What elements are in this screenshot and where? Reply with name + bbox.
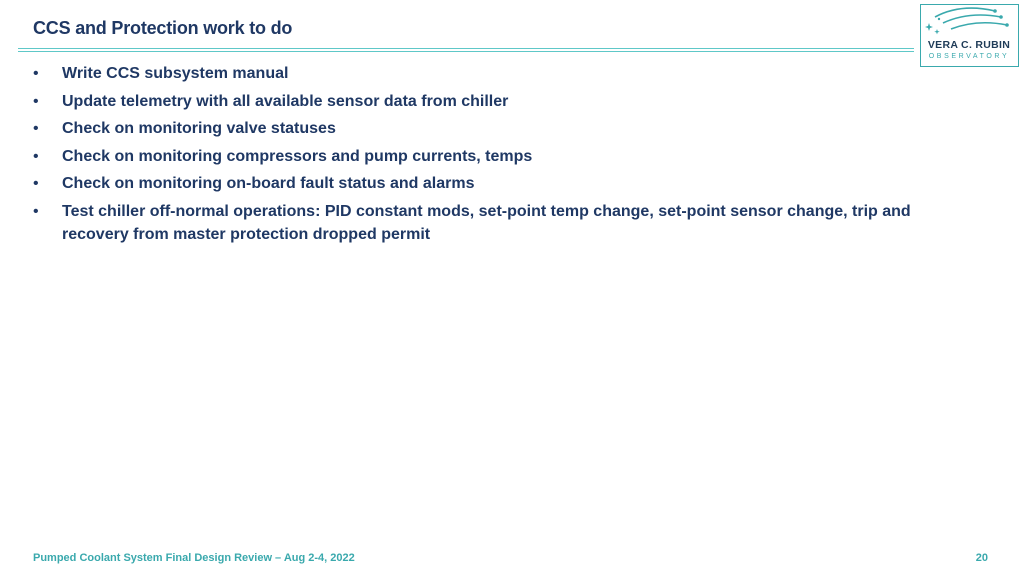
list-item-text: Write CCS subsystem manual [62,65,289,82]
list-item-text: Check on monitoring on-board fault status and alarms [62,175,475,192]
list-item [33,117,963,140]
list-item [33,62,963,85]
bullet-icon: • [33,120,39,137]
list-item [33,145,963,168]
bullet-icon: • [33,202,39,220]
title-divider [18,48,914,52]
bullet-icon: • [33,65,39,82]
list-item [33,172,963,195]
list-item-text: Update telemetry with all available sensor data from chiller [62,92,509,110]
logo-subtitle: OBSERVATORY [928,53,1010,60]
bullet-icon: • [33,175,39,192]
logo-name: VERA C. RUBIN [927,39,1011,51]
rubin-observatory-logo [920,4,1019,67]
bullet-icon: • [33,92,39,110]
list-item-text: Check on monitoring valve statuses [62,120,336,137]
footer-text: Pumped Coolant System Final Design Review – Aug 2-4, 2022 [33,552,355,564]
list-item [33,200,963,246]
bullet-icon: • [33,147,39,165]
slide-title: CCS and Protection work to do [33,18,293,38]
list-item-text: Test chiller off-normal operations: PID constant mods, set-point temp change, set-point sensor change, trip and recovery from master protection dropped permit [62,202,911,243]
list-item [33,90,963,113]
star-trails-icon [921,5,1017,39]
page-number: 20 [975,552,988,564]
list-item-text: Check on monitoring compressors and pump currents, temps [62,147,533,165]
bullet-list [33,62,963,250]
